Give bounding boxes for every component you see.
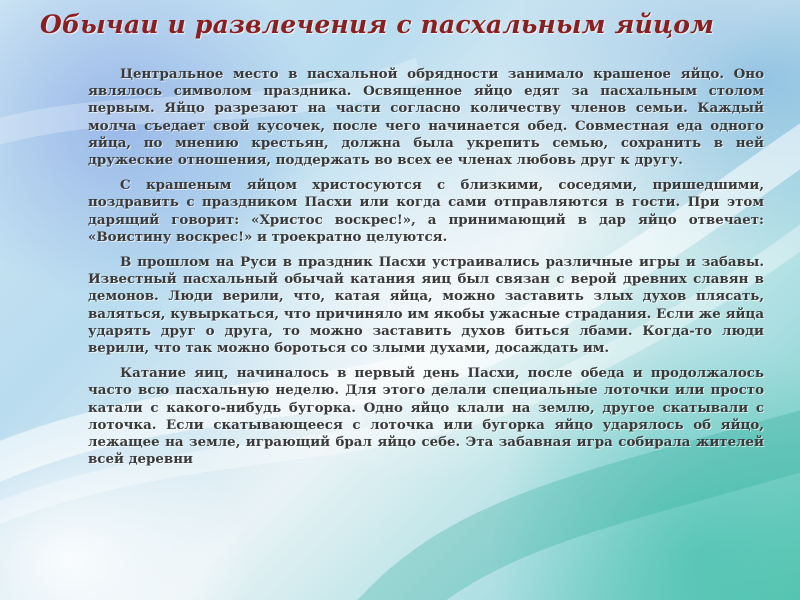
paragraph-christening: С крашеным яйцом христосуются с близкими, соседями, пришедшими, поздравить с праздником Пасхи или когда сами отправляются в гости. При этом дарящий говорит: «Христос воскрес!», а принимающий в дар яйцо отвечает: «Воистину воскрес!» и троекратно целуются. bbox=[88, 177, 764, 245]
paragraph-games: В прошлом на Руси в праздник Пасхи устраивались различные игры и забавы. Известный пасхальный обычай катания яиц был связан с верой древних славян в демонов. Люди верили, что, катая яйца, можно заставить злых духов плясать, валяться, кувыркаться, что причиняло им якобы ужасные страдания. Если же яйца ударять друг о друга, то можно заставить духов биться лбами. Когда-то люди верили, что так можно бороться со злыми духами, досаждать им. bbox=[88, 254, 764, 357]
paragraph-egg-rolling: Катание яиц, начиналось в первый день Пасхи, после обеда и продолжалось часто всю пасхальную неделю. Для этого делали специальные лоточки или просто катали с какого-нибудь бугорка. Одно яйцо клали на землю, другое скатывали с лоточка. Если скатывающееся с лоточка или бугорка яйцо ударялось об яйцо, лежащее на земле, играющий брал яйцо себе. Эта забавная игра собирала жителей всей деревни bbox=[88, 365, 764, 468]
slide-title: Обычаи и развлечения с пасхальным яйцом bbox=[40, 10, 715, 39]
paragraph-central-place: Центральное место в пасхальной обрядности занимало крашеное яйцо. Оно являлось символом праздника. Освященное яйцо едят за пасхальным столом первым. Яйцо разрезают на части согласно количеству членов семьи. Каждый молча съедает свой кусочек, после чего начинается обед. Совместная еда одного яйца, по мнению крестьян, должна была укрепить семью, сохранить в ней дружеские отношения, поддержать во всех ее членах любовь друг к другу. bbox=[88, 66, 764, 169]
slide-body bbox=[88, 66, 764, 586]
